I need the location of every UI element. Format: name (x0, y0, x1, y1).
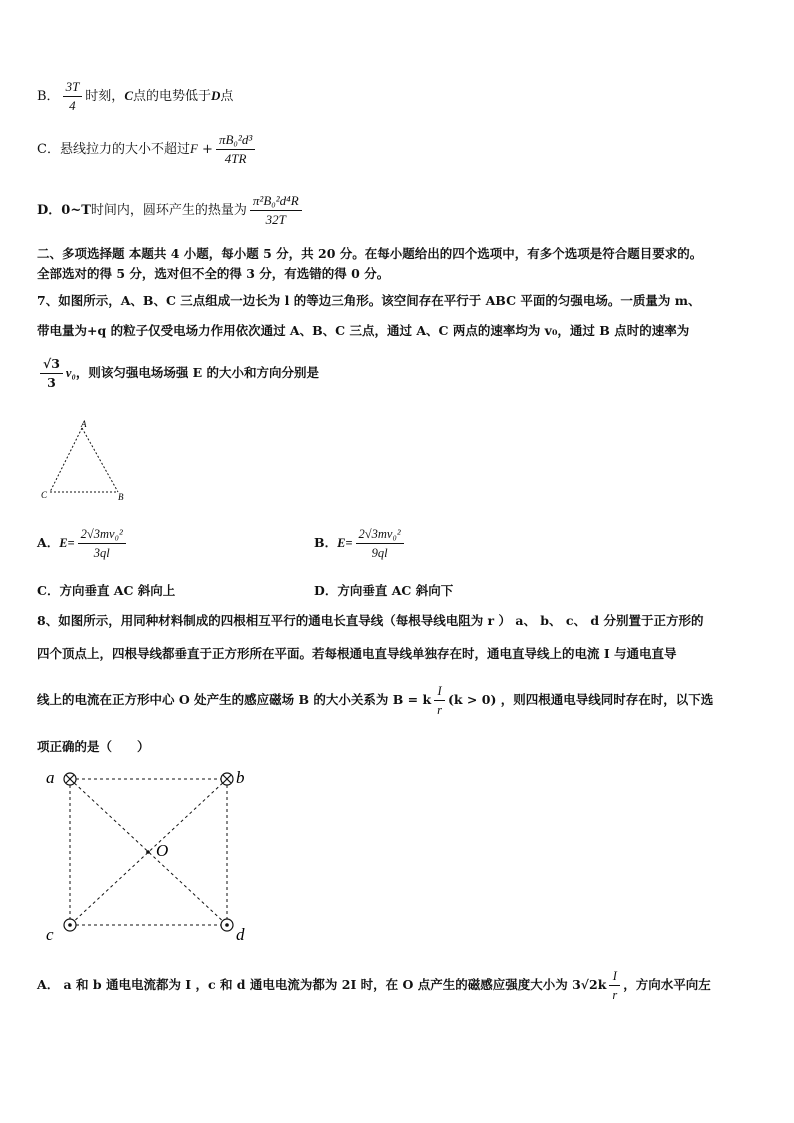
fraction-numerator: 2√3mv₀² (78, 525, 126, 544)
edge-ab (82, 428, 118, 492)
fraction (78, 525, 126, 562)
label-o: O (156, 841, 169, 860)
fraction-denominator: r (612, 988, 618, 1002)
option-text: C．悬线拉力的大小不超过 (37, 142, 190, 157)
wire-a-into-icon (64, 773, 76, 785)
triangle-figure (38, 418, 138, 504)
option-label: B． (37, 89, 60, 104)
fraction (609, 967, 620, 1004)
q8-line-4: 项正确的是（ ） (37, 739, 150, 754)
fraction-numerator: 3T (63, 78, 83, 97)
q8-option-a (37, 967, 711, 1004)
vertex-label-a: A (81, 419, 87, 429)
section-header-line-2: 全部选对的得 5 分，选对但不全的得 3 分，有选错的得 0 分。 (37, 266, 390, 281)
question-text: (k > 0) ，则四根通电导线同时存在时，以下选 (448, 692, 714, 707)
question-text: 线上的电流在正方形中心 O 处产生的感应磁场 B 的大小关系为 B = k (37, 692, 432, 707)
q7-option-a (37, 525, 129, 562)
fraction-numerator: 2√3mv₀² (356, 525, 404, 544)
math-var: E= (337, 536, 353, 550)
option-text: 点 (220, 89, 234, 104)
q7-line-3 (37, 355, 319, 392)
fraction-denominator: 32T (265, 212, 286, 227)
q7-option-c: C．方向垂直 AC 斜向上 (37, 583, 176, 598)
q7-option-b (314, 525, 407, 562)
option-text: 点的电势低于 (132, 89, 211, 104)
section-header-line-1: 二、多项选择题 本题共 4 小题，每小题 5 分，共 20 分。在每小题给出的四个选项中，有多个选项是符合题目要求的。 (37, 246, 703, 261)
option-text: A． a 和 b 通电电流都为 I ，c 和 d 通电电流为都为 2I 时，在 O 点产生的磁感应强度大小为 3√2k (37, 977, 607, 992)
fraction (40, 355, 63, 392)
vertex-label-b: B (118, 492, 124, 502)
math-var: v₀ (65, 366, 76, 380)
q8-line-3 (37, 682, 713, 719)
fraction (63, 78, 83, 115)
label-c: c (46, 925, 54, 944)
fraction-numerator: πB₀²d³ (216, 131, 255, 150)
label-d: d (236, 925, 245, 944)
q6-option-d (37, 192, 305, 229)
q8-line-2: 四个顶点上，四根导线都垂直于正方形所在平面。若每根通电直导线单独存在时，通电直导线上的电流 I 与通电直导 (37, 646, 677, 661)
fraction-numerator: I (609, 967, 620, 986)
question-text: ，则该匀强电场场强 E 的大小和方向分别是 (75, 365, 320, 380)
q7-option-d: D．方向垂直 AC 斜向下 (314, 583, 454, 598)
option-text: 时间内，圆环产生的热量为 (90, 203, 247, 218)
q6-option-c (37, 131, 258, 168)
math-var: F (189, 141, 198, 156)
point-label: C (124, 88, 133, 103)
fraction-denominator: r (437, 703, 442, 717)
point-label: D (211, 88, 221, 103)
wire-c-out-icon (64, 919, 76, 931)
wire-d-out-icon (221, 919, 233, 931)
wire-b-into-icon (221, 773, 233, 785)
math-op: + (202, 142, 213, 157)
q7-line-1: 7、如图所示，A、B、C 三点组成一边长为 l 的等边三角形。该空间存在平行于 ABC 平面的匀强电场。一质量为 m、 (37, 293, 701, 308)
fraction-numerator: √3 (40, 355, 63, 374)
edge-ac (50, 428, 82, 492)
vertex-label-c: C (41, 490, 48, 500)
center-point-icon (146, 850, 150, 854)
fraction-numerator: π²B₀²d⁴R (250, 192, 302, 211)
math-var: E= (59, 536, 75, 550)
fraction-denominator: 3 (47, 375, 56, 390)
fraction-denominator: 9ql (371, 546, 388, 560)
fraction (216, 131, 255, 168)
label-a: a (46, 768, 55, 787)
option-text: ，方向水平向左 (623, 977, 711, 992)
fraction (250, 192, 302, 229)
option-text: 时刻， (85, 89, 125, 104)
label-b: b (236, 768, 245, 787)
square-wires-figure (40, 764, 260, 946)
q7-line-2: 带电量为+q 的粒子仅受电场力作用依次通过 A、B、C 三点，通过 A、C 两点的速率均为 v₀，通过 B 点时的速率为 (37, 323, 690, 338)
option-text: D．0~T (37, 203, 91, 218)
fraction (434, 682, 445, 719)
option-label: A． (37, 535, 60, 550)
q8-line-1: 8、如图所示，用同种材料制成的四根相互平行的通电长直导线（每根导线电阻为 r ） a、 b、 c、 d 分别置于正方形的 (37, 613, 704, 628)
fraction (356, 525, 404, 562)
option-label: B． (314, 535, 338, 550)
fraction-denominator: 4TR (224, 151, 247, 166)
fraction-denominator: 3ql (93, 546, 110, 560)
q6-option-b (37, 78, 233, 115)
fraction-denominator: 4 (69, 98, 76, 113)
fraction-numerator: I (434, 682, 445, 701)
